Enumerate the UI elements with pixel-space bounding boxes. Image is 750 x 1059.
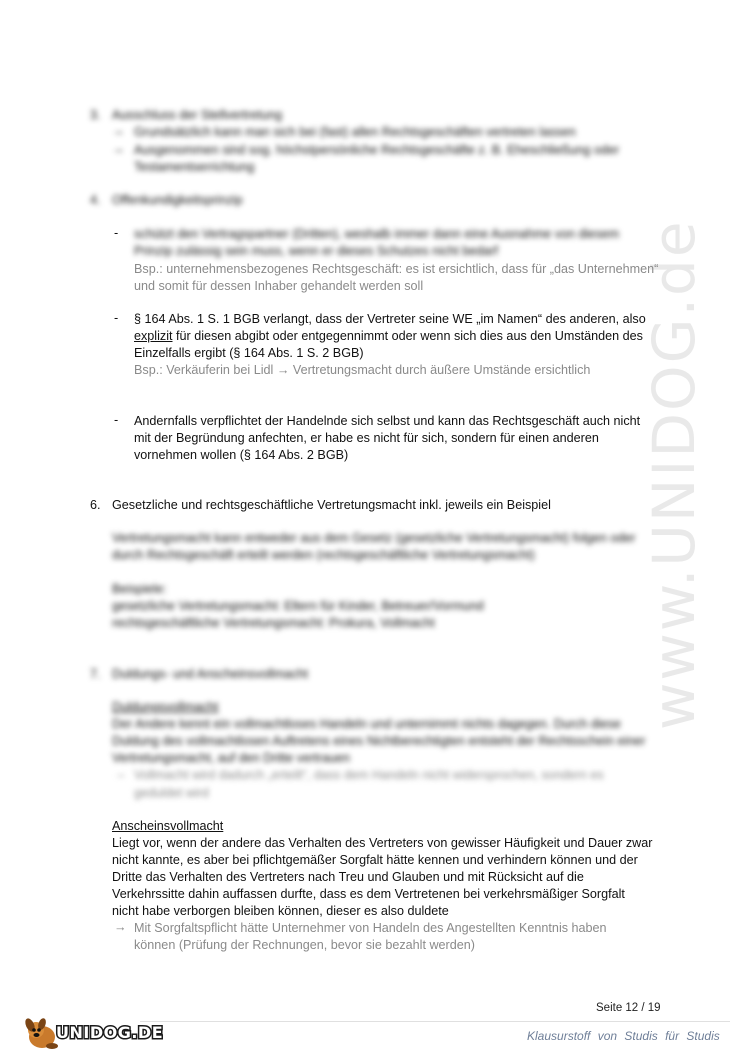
- paragraph-line: Testamentserrichtung: [134, 160, 255, 174]
- emphasis-underlined: explizit: [134, 329, 173, 343]
- arrow-icon: →: [112, 124, 125, 138]
- paragraph-line: Vertretungsmacht, auf den Dritte vertrauen: [112, 751, 351, 765]
- arrow-icon: →: [276, 363, 290, 377]
- paragraph-line: Vertretungsmacht kann entweder aus dem Gesetz (gesetzliche Vertretungsmacht) folgen oder: [112, 531, 636, 545]
- paragraph-line: Verkehrssitte dahin auffassen durfte, dass es dem Vertretenen bei verkehrsmäßiger Sorgfalt: [112, 887, 625, 901]
- note-line: können (Prüfung der Rechnungen, bevor sie bezahlt werden): [134, 938, 475, 952]
- page-number: Seite 12 / 19: [596, 1002, 661, 1014]
- section-number: 3.: [90, 108, 101, 122]
- footer-divider: [140, 1021, 730, 1022]
- subheading: Duldungsvollmacht: [112, 700, 219, 714]
- dash-bullet: -: [114, 226, 119, 240]
- section-title: Duldungs- und Anscheinsvollmacht: [112, 667, 309, 681]
- paragraph-line: nicht kannte, es aber bei pflichtgemäßer Sorgfalt hätte kennen und verhindern können und der: [112, 853, 638, 867]
- paragraph-line: [134, 328, 643, 345]
- paragraph-line: schützt den Vertragspartner (Dritten), weshalb immer dann eine Ausnahme von diesem: [134, 227, 620, 241]
- paragraph-line: Der Andere kennt ein vollmachtloses Handeln und unternimmt nichts dagegen. Durch diese: [112, 717, 621, 731]
- footer-tagline: Klausurstoff von Studis für Studis: [527, 1029, 720, 1043]
- section-title: Ausschluss der Stellvertretung: [112, 108, 283, 122]
- section-number: 6.: [90, 498, 101, 512]
- paragraph-line: vornehmen wollen (§ 164 Abs. 2 BGB): [134, 448, 349, 462]
- paragraph-line: Prinzip zulässig sein muss, wenn er dieses Schutzes nicht bedarf: [134, 244, 498, 258]
- subheading: Anscheinsvollmacht: [112, 819, 224, 833]
- example-line: [134, 362, 590, 379]
- watermark-text: www.UNIDOG.de: [640, 219, 708, 730]
- paragraph-line: § 164 Abs. 1 S. 1 BGB verlangt, dass der Vertreter seine WE „im Namen“ des anderen, also: [134, 312, 646, 326]
- section-title: Offenkundigkeitsprinzip: [112, 193, 243, 207]
- paragraph-line: rechtsgeschäftliche Vertretungsmacht: Prokura, Vollmacht: [112, 616, 435, 630]
- paragraph-line: Liegt vor, wenn der andere das Verhalten des Vertreters von gewisser Häufigkeit und Dauer zwar: [112, 836, 653, 850]
- arrow-icon: →: [114, 767, 127, 781]
- paragraph-line: Andernfalls verpflichtet der Handelnde sich selbst und kann das Rechtsgeschäft auch nicht: [134, 414, 641, 428]
- paragraph-line: mit der Begründung anfechten, er habe es nicht für sich, sondern für einen anderen: [134, 431, 599, 445]
- paragraph-line: Duldung des vollmachtlosen Auftretens eines Nichtberechtigten entsteht der Rechtsschein einer: [112, 734, 646, 748]
- logo-text: UNIDOG.DE: [56, 1023, 164, 1042]
- example-suffix: Vertretungsmacht durch äußere Umstände ersichtlich: [289, 363, 591, 377]
- paragraph-line: nicht habe verborgen bleiben können, dieser es also duldete: [112, 904, 449, 918]
- section-number: 7.: [90, 667, 101, 681]
- example-line: und somit für dessen Inhaber gehandelt werden soll: [134, 279, 424, 293]
- dash-bullet: -: [114, 413, 119, 427]
- section-number: 4.: [90, 193, 101, 207]
- section-title: Gesetzliche und rechtsgeschäftliche Vertretungsmacht inkl. jeweils ein Beispiel: [112, 498, 551, 512]
- arrow-icon: →: [112, 142, 125, 156]
- note-line: geduldet wird: [134, 786, 209, 800]
- paragraph-line: gesetzliche Vertretungsmacht: Eltern für Kinder, Betreuer/Vormund: [112, 599, 484, 613]
- arrow-icon: →: [114, 920, 127, 934]
- paragraph-text: für diesen abgibt oder entgegennimmt oder wenn sich dies aus den Umständen des: [172, 329, 643, 343]
- note-line: Vollmacht wird dadurch „erteilt“, dass dem Handeln nicht widersprochen, sondern es: [134, 768, 604, 782]
- unidog-logo: [22, 1015, 164, 1051]
- example-prefix: Bsp.: Verkäuferin bei Lidl: [134, 363, 274, 377]
- paragraph-line: Dritte das Verhalten des Vertreters nach Treu und Glauben und mit Rücksicht auf die: [112, 870, 584, 884]
- paragraph-line: Grundsätzlich kann man sich bei (fast) allen Rechtsgeschäften vertreten lassen: [134, 125, 576, 139]
- paragraph-line: Beispiele:: [112, 582, 167, 596]
- paragraph-line: durch Rechtsgeschäft erteilt werden (rechtsgeschäftliche Vertretungsmacht): [112, 548, 535, 562]
- paragraph-line: Einzelfalls ergibt (§ 164 Abs. 1 S. 2 BGB): [134, 346, 364, 360]
- example-line: Bsp.: unternehmensbezogenes Rechtsgeschäft: es ist ersichtlich, dass für „das Unternehmen“: [134, 262, 659, 276]
- paragraph-line: Ausgenommen sind sog. höchstpersönliche Rechtsgeschäfte z. B. Eheschließung oder: [134, 143, 620, 157]
- note-line: Mit Sorgfaltspflicht hätte Unternehmer von Handeln des Angestellten Kenntnis haben: [134, 921, 607, 935]
- dash-bullet: -: [114, 311, 119, 325]
